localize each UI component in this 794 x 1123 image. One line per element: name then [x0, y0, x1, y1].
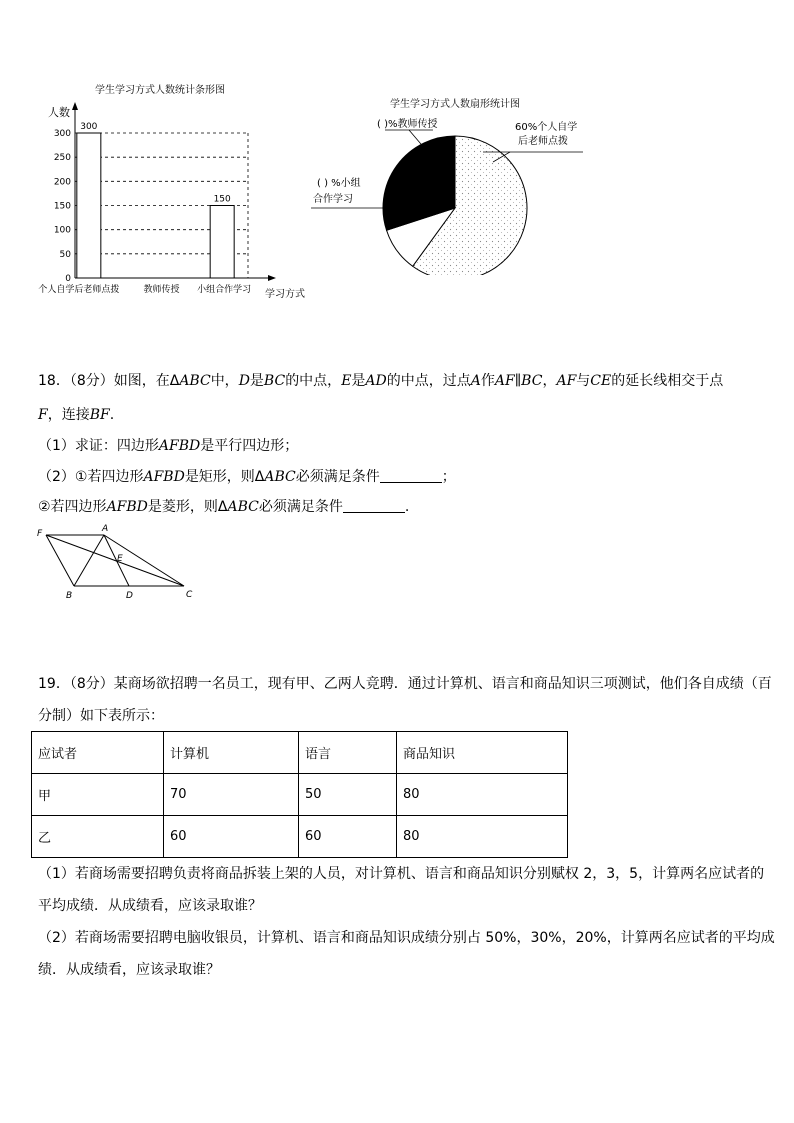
bar-chart [30, 78, 330, 303]
table-cell: 乙 [32, 816, 164, 858]
q18-text: 是矩形，则Δ [184, 469, 265, 485]
q18-text: 是 [249, 373, 264, 389]
bar-chart-bars [77, 122, 234, 278]
q19-sub2-line1: （2）若商场需要招聘电脑收银员，计算机、语言和商品知识成绩分别占 50%，30%，20%，计算两名应试者的平均成 [38, 930, 775, 946]
table-cell: 50 [299, 774, 397, 816]
table-cell: 60 [164, 816, 299, 858]
segment-fc [46, 535, 184, 586]
table-row [32, 774, 568, 816]
table-cell: 甲 [32, 774, 164, 816]
pie-label-self-1: 60%个人自学 [515, 122, 578, 133]
y-tick-label: 100 [53, 225, 71, 236]
math-afbd: AFBD [143, 469, 185, 485]
bar-value-label: 300 [80, 122, 98, 132]
pie-chart [305, 90, 605, 275]
label-a: A [102, 524, 109, 534]
y-axis-arrow [72, 102, 78, 110]
category-label: 个人自学后老师点拨 [38, 285, 120, 295]
math-af: AF [556, 373, 577, 389]
math-abc: ABC [179, 373, 211, 389]
q18-sub1 [38, 436, 298, 456]
q18-sub2 [38, 467, 456, 487]
q18-text: . [404, 499, 410, 515]
math-f: F [38, 407, 48, 423]
q18-text: 是平行四边形； [200, 438, 299, 454]
bar-chart-categories [38, 283, 251, 295]
q19-sub2-line2: 绩．从成绩看，应该录取谁？ [38, 962, 220, 978]
answer-blank[interactable] [380, 468, 442, 483]
q18-text: 中， [210, 373, 239, 389]
q19-sub1-line1: （1）若商场需要招聘负责将商品拆装上架的人员，对计算机、语言和商品知识分别赋权 2，3，5，计算两名应试者的 [38, 866, 765, 882]
label-e: E [117, 554, 123, 564]
math-ad: AD [365, 373, 387, 389]
q18-text: . [109, 407, 115, 423]
math-bf: BF [89, 407, 110, 423]
table-cell: 80 [397, 774, 568, 816]
q18-text: 必须满足条件 [295, 469, 380, 485]
math-abc: ABC [227, 499, 259, 515]
q18-text: （2）①若四边形 [38, 469, 144, 485]
q18-text: ； [441, 469, 456, 485]
table-header: 应试者 [32, 732, 164, 774]
math-a: A [470, 373, 481, 389]
q18-text: 的中点，过点 [386, 373, 471, 389]
q18-text: ，连接 [47, 407, 90, 423]
score-table [31, 731, 568, 858]
math-afbd: AFBD [106, 499, 148, 515]
q18-text: 的延长线相交于点 [611, 373, 724, 389]
pie-label-group-1: ( ) %小组 [317, 178, 361, 189]
segment-ab [74, 535, 104, 586]
pie-label-group-2: 合作学习 [313, 194, 353, 205]
q18-text: 必须满足条件 [258, 499, 343, 515]
math-bc: BC [263, 373, 286, 389]
q18-sub3 [38, 497, 409, 517]
q18-text: 作 [480, 373, 495, 389]
q18-text: ， [542, 373, 557, 389]
x-axis-arrow [268, 275, 276, 281]
q18-text: ②若四边形 [38, 499, 107, 515]
bar-value-label: 150 [213, 194, 231, 205]
label-f: F [37, 529, 43, 539]
geometry-figure [32, 522, 202, 604]
y-tick-label: 200 [53, 177, 71, 188]
y-tick-label: 300 [53, 129, 71, 139]
table-header: 商品知识 [397, 732, 568, 774]
bar-chart-ylabel: 人数 [48, 106, 70, 119]
q19-line1: 19．（8分）某商场欲招聘一名员工，现有甲、乙两人竞聘．通过计算机、语言和商品知识三项测试，他们各自成绩（百 [38, 676, 772, 692]
answer-blank[interactable] [343, 498, 405, 513]
pie-chart-title: 学生学习方式人数扇形统计图 [390, 99, 520, 110]
category-label: 教师传授 [143, 285, 180, 295]
pie-label-teacher: ( )%教师传授 [377, 119, 438, 130]
pie-label-self-2: 后老师点拨 [518, 136, 568, 147]
q18-line2 [38, 405, 114, 425]
bar [210, 206, 234, 279]
table-row [32, 816, 568, 858]
q18-text: 的中点， [285, 373, 342, 389]
q18-text: 与 [576, 373, 591, 389]
label-b: B [66, 591, 73, 601]
q18-text: 18．（8分）如图，在Δ [38, 373, 180, 389]
table-cell: 60 [299, 816, 397, 858]
table-cell: 70 [164, 774, 299, 816]
table-cell: 80 [397, 816, 568, 858]
q19-sub1-line2: 平均成绩．从成绩看，应该录取谁？ [38, 898, 262, 914]
q18-line1 [38, 371, 723, 391]
q19-line2: 分制）如下表所示： [38, 708, 164, 724]
category-label: 小组合作学习 [197, 285, 252, 295]
bar-chart-xlabel: 学习方式 [265, 289, 305, 300]
y-tick-label: 50 [59, 249, 71, 260]
y-tick-label: 250 [53, 153, 71, 164]
bar-chart-title: 学生学习方式人数统计条形图 [95, 85, 225, 96]
y-tick-label: 150 [53, 201, 71, 212]
table-header: 计算机 [164, 732, 299, 774]
math-d: D [238, 373, 250, 389]
label-c: C [186, 590, 193, 600]
math-af-parallel-bc: AF∥BC [494, 373, 543, 389]
bar [77, 133, 101, 278]
table-header-row [32, 732, 568, 774]
q18-text: （1）求证：四边形 [38, 438, 159, 454]
q18-text: 是 [351, 373, 366, 389]
label-d: D [126, 591, 133, 601]
pie-chart-slices [383, 136, 527, 275]
y-tick-label: 0 [65, 274, 71, 284]
q18-text: 是菱形，则Δ [147, 499, 228, 515]
math-ce: CE [590, 373, 612, 389]
math-e: E [341, 373, 352, 389]
segment-fb [46, 535, 74, 586]
table-header: 语言 [299, 732, 397, 774]
math-abc: ABC [264, 469, 296, 485]
bar-chart-y-ticks [54, 129, 71, 284]
math-afbd: AFBD [158, 438, 201, 454]
